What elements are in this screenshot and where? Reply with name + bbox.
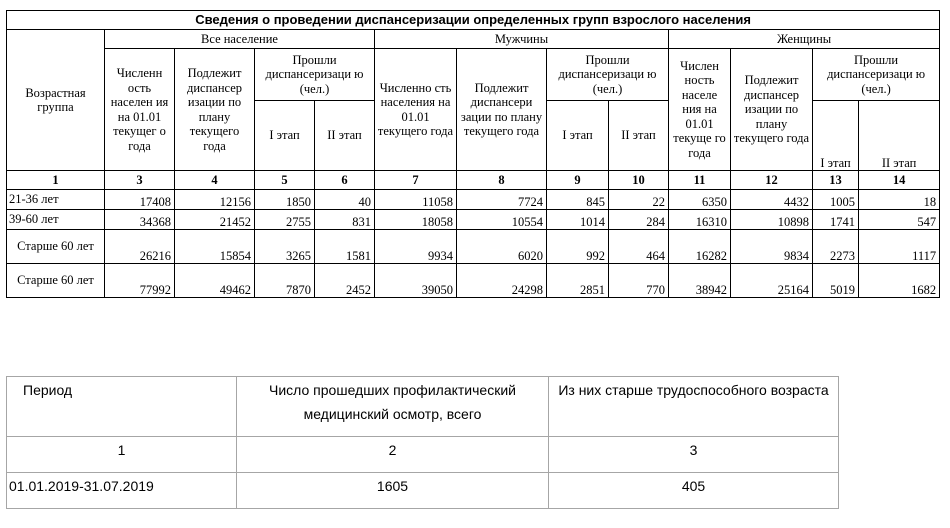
cell-value: 34368 [105, 210, 175, 230]
total-checkup-value: 1605 [237, 473, 549, 509]
all-planned-header: Подлежит диспансер изации по плану текущего года [175, 49, 255, 171]
cell-value: 2755 [255, 210, 315, 230]
cell-value: 24298 [457, 264, 547, 298]
group-header-all: Все население [105, 30, 375, 49]
men-population-header: Численно сть населения на 01.01 текущего года [375, 49, 457, 171]
cell-value: 16282 [669, 230, 731, 264]
all-population-header: Численн ость населен ия на 01.01 текущег о года [105, 49, 175, 171]
age-group-label: Старше 60 лет [7, 264, 105, 298]
cell-value: 845 [547, 190, 609, 210]
checkup-table [6, 376, 839, 509]
cell-value: 49462 [175, 264, 255, 298]
cell-value: 38942 [669, 264, 731, 298]
all-stage1-header: I этап [255, 101, 315, 171]
age-group-label: Старше 60 лет [7, 230, 105, 264]
cell-value: 1682 [859, 264, 940, 298]
column-number: 14 [859, 171, 940, 190]
total-checkup-header: Число прошедших профилактический медицинский осмотр, всего [237, 377, 549, 437]
period-value: 01.01.2019-31.07.2019 [7, 473, 237, 509]
cell-value: 25164 [731, 264, 813, 298]
column-number: 10 [609, 171, 669, 190]
column-number: 13 [813, 171, 859, 190]
cell-value: 464 [609, 230, 669, 264]
women-passed-header: Прошли диспансеризаци ю (чел.) [813, 49, 940, 101]
cell-value: 3265 [255, 230, 315, 264]
cell-value: 11058 [375, 190, 457, 210]
elderly-checkup-header: Из них старше трудоспособного возраста [549, 377, 839, 437]
cell-value: 22 [609, 190, 669, 210]
cell-value: 1005 [813, 190, 859, 210]
cell-value: 2273 [813, 230, 859, 264]
cell-value: 15854 [175, 230, 255, 264]
cell-value: 4432 [731, 190, 813, 210]
cell-value: 1850 [255, 190, 315, 210]
column-number: 1 [7, 437, 237, 473]
cell-value: 6350 [669, 190, 731, 210]
period-header: Период [7, 377, 237, 437]
cell-value: 16310 [669, 210, 731, 230]
cell-value: 831 [315, 210, 375, 230]
men-passed-header: Прошли диспансеризаци ю (чел.) [547, 49, 669, 101]
cell-value: 18058 [375, 210, 457, 230]
column-number: 4 [175, 171, 255, 190]
women-stage1-header: I этап [813, 101, 859, 171]
cell-value: 77992 [105, 264, 175, 298]
cell-value: 7724 [457, 190, 547, 210]
table-row [7, 210, 940, 230]
column-number: 3 [105, 171, 175, 190]
age-group-label: 21-36 лет [7, 190, 105, 210]
column-number: 1 [7, 171, 105, 190]
all-passed-header: Прошли диспансеризаци ю (чел.) [255, 49, 375, 101]
cell-value: 10898 [731, 210, 813, 230]
age-group-label: 39-60 лет [7, 210, 105, 230]
cell-value: 26216 [105, 230, 175, 264]
cell-value: 6020 [457, 230, 547, 264]
women-population-header: Числен ность населе ния на 01.01 текуще го года [669, 49, 731, 171]
cell-value: 2851 [547, 264, 609, 298]
cell-value: 1014 [547, 210, 609, 230]
column-number: 2 [237, 437, 549, 473]
cell-value: 10554 [457, 210, 547, 230]
elderly-checkup-value: 405 [549, 473, 839, 509]
table-title: Сведения о проведении диспансеризации определенных групп взрослого населения [7, 11, 940, 30]
men-stage2-header: II этап [609, 101, 669, 171]
women-planned-header: Подлежит диспансер изации по плану текущего года [731, 49, 813, 171]
column-number: 5 [255, 171, 315, 190]
cell-value: 1741 [813, 210, 859, 230]
cell-value: 9934 [375, 230, 457, 264]
table-row [7, 473, 839, 509]
cell-value: 21452 [175, 210, 255, 230]
women-stage2-header: II этап [859, 101, 940, 171]
cell-value: 7870 [255, 264, 315, 298]
column-number: 8 [457, 171, 547, 190]
cell-value: 18 [859, 190, 940, 210]
group-header-men: Мужчины [375, 30, 669, 49]
cell-value: 1117 [859, 230, 940, 264]
dispensary-table [6, 10, 940, 298]
cell-value: 992 [547, 230, 609, 264]
table-row [7, 264, 940, 298]
column-number: 3 [549, 437, 839, 473]
cell-value: 12156 [175, 190, 255, 210]
cell-value: 39050 [375, 264, 457, 298]
cell-value: 40 [315, 190, 375, 210]
cell-value: 547 [859, 210, 940, 230]
cell-value: 284 [609, 210, 669, 230]
cell-value: 1581 [315, 230, 375, 264]
men-stage1-header: I этап [547, 101, 609, 171]
group-header-women: Женщины [669, 30, 940, 49]
cell-value: 2452 [315, 264, 375, 298]
cell-value: 5019 [813, 264, 859, 298]
age-group-header: Возрастная группа [7, 30, 105, 171]
column-number: 9 [547, 171, 609, 190]
column-number: 7 [375, 171, 457, 190]
cell-value: 17408 [105, 190, 175, 210]
column-number: 11 [669, 171, 731, 190]
column-number: 12 [731, 171, 813, 190]
table-row [7, 190, 940, 210]
cell-value: 9834 [731, 230, 813, 264]
all-stage2-header: II этап [315, 101, 375, 171]
column-number: 6 [315, 171, 375, 190]
table-row [7, 230, 940, 264]
men-planned-header: Подлежит диспансери зации по плану текущего года [457, 49, 547, 171]
cell-value: 770 [609, 264, 669, 298]
